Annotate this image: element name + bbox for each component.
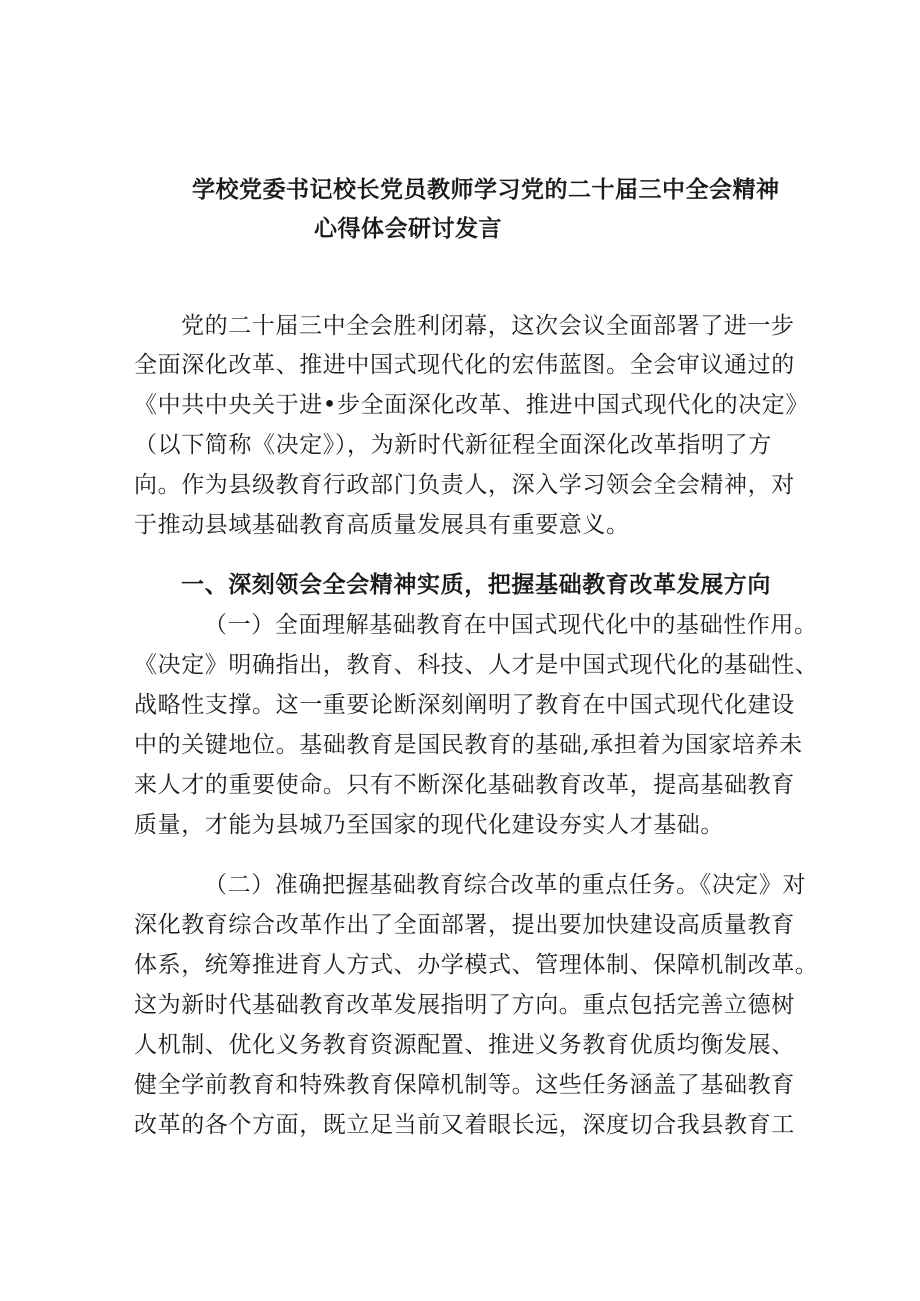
paragraph-line: 中的关键地位。基础教育是国民教育的基础,承担着为国家培养未 xyxy=(134,732,803,758)
intro-line: （以下简称《决定》），为新时代新征程全面深化改革指明了方 xyxy=(134,432,772,458)
intro-line: 于推动县域基础教育高质量发展具有重要意义。 xyxy=(134,512,630,538)
paragraph-line: 人机制、优化义务教育资源配置、推进义务教育优质均衡发展、 xyxy=(134,1032,795,1058)
section-heading: 一、深刻领会全会精神实质，把握基础教育改革发展方向 xyxy=(181,571,771,598)
document-title-line-2: 心得体会研讨发言 xyxy=(314,215,502,242)
paragraph-line: 深化教育综合改革作出了全面部署，提出要加快建设高质量教育 xyxy=(134,912,795,938)
intro-line: 全面深化改革、推进中国式现代化的宏伟蓝图。全会审议通过的 xyxy=(134,352,795,378)
paragraph-line: 质量，才能为县城乃至国家的现代化建设夯实人才基础。 xyxy=(134,812,724,838)
intro-line: 向。作为县级教育行政部门负责人，深入学习领会全会精神，对 xyxy=(134,472,795,498)
paragraph-line: 来人才的重要使命。只有不断深化基础教育改革，提高基础教育 xyxy=(134,772,795,798)
intro-line: 党的二十届三中全会胜利闭幕，这次会议全面部署了进一步 xyxy=(181,313,795,339)
paragraph-line: 改革的各个方面，既立足当前又着眼长远，深度切合我县教育工 xyxy=(134,1112,795,1138)
paragraph-line: （二）准确把握基础教育综合改革的重点任务。《决定》对 xyxy=(204,872,807,898)
document-title-line-1: 学校党委书记校长党员教师学习党的二十届三中全会精神 xyxy=(192,176,780,203)
paragraph-line: 战略性支撑。这一重要论断深刻阐明了教育在中国式现代化建设 xyxy=(134,692,795,718)
paragraph-line: （一）全面理解基础教育在中国式现代化中的基础性作用。 xyxy=(204,612,818,638)
intro-line: 《中共中央关于进•步全面深化改革、推进中国式现代化的决定》 xyxy=(134,392,809,418)
paragraph-line: 健全学前教育和特殊教育保障机制等。这些任务涵盖了基础教育 xyxy=(134,1072,795,1098)
paragraph-line: 《决定》明确指出，教育、科技、人才是中国式现代化的基础性、 xyxy=(134,652,819,678)
paragraph-line: 这为新时代基础教育改革发展指明了方向。重点包括完善立德树 xyxy=(134,992,795,1018)
paragraph-line: 体系，统筹推进育人方式、办学模式、管理体制、保障机制改革。 xyxy=(134,952,819,978)
